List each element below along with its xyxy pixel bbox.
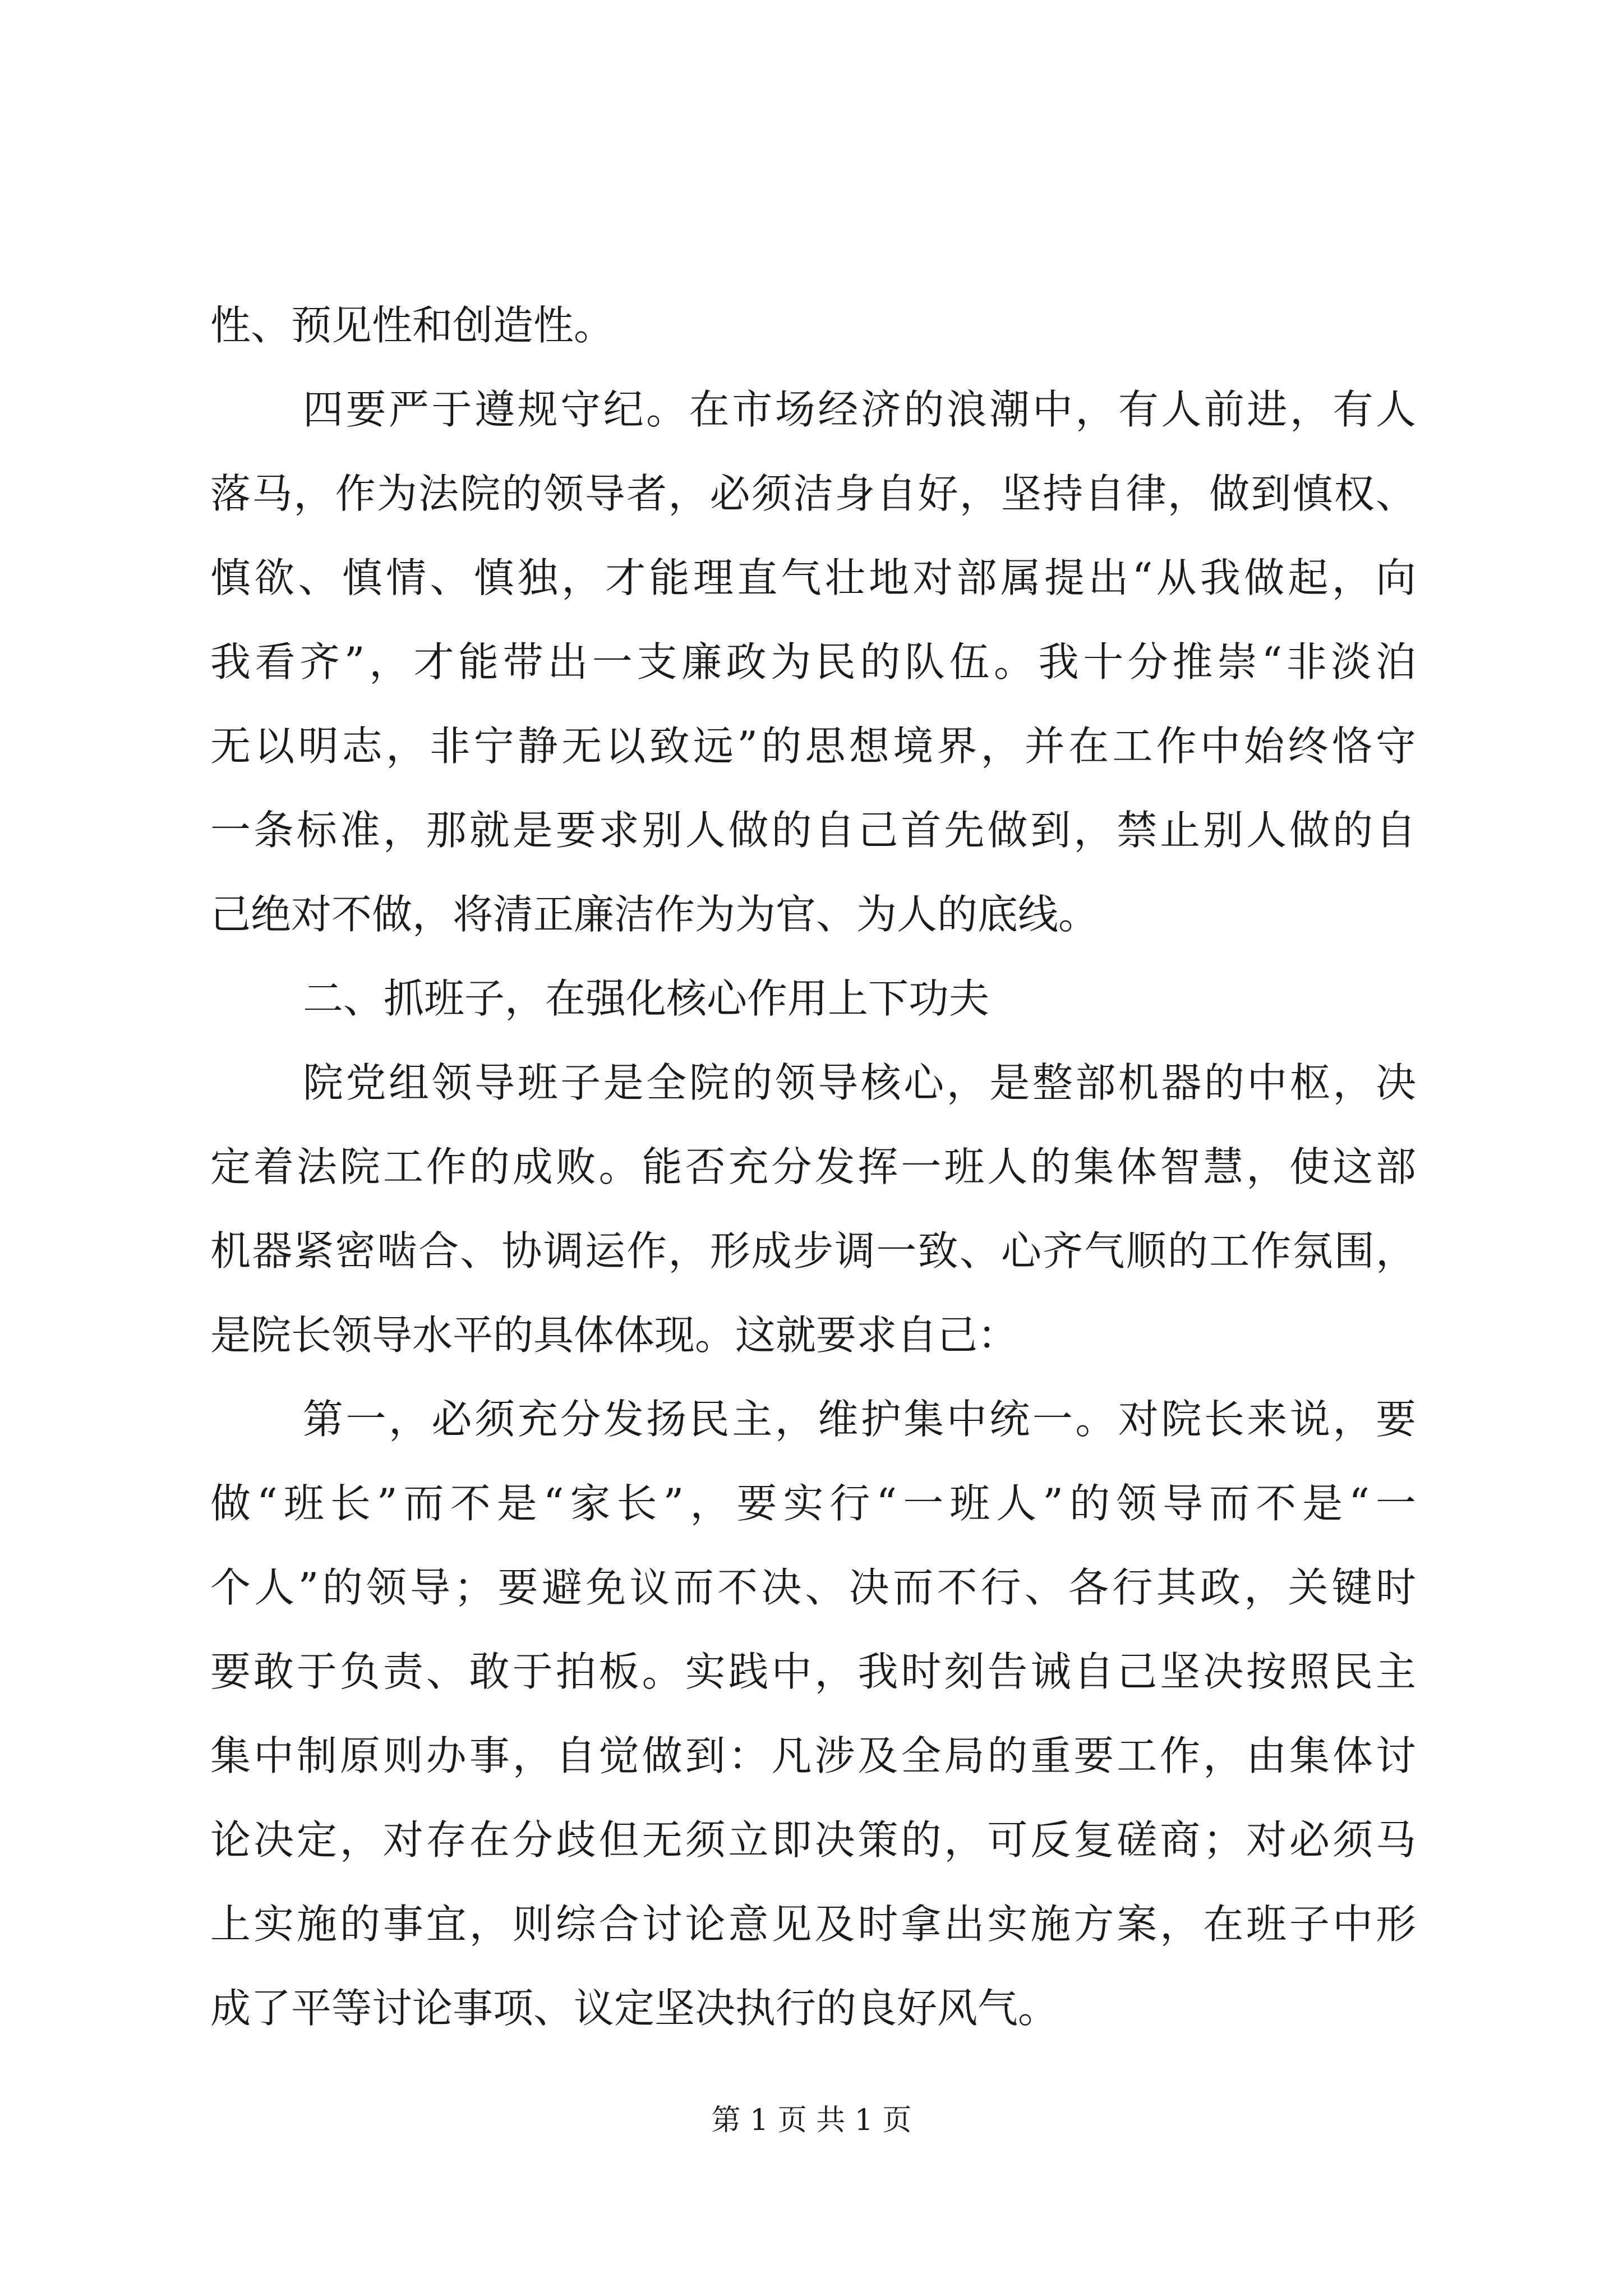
text-line: 集中制原则办事，自觉做到：凡涉及全局的重要工作，由集体讨 <box>210 1732 1416 1779</box>
text-line: 落马，作为法院的领导者，必须洁身自好，坚持自律，做到慎权、 <box>210 470 1416 517</box>
text-line: 慎欲、慎情、慎独，才能理直气壮地对部属提出“从我做起，向 <box>210 554 1416 601</box>
text-line: 个人”的领导；要避免议而不决、决而不行、各行其政，关键时 <box>210 1564 1416 1611</box>
text-line: 上实施的事宜，则综合讨论意见及时拿出实施方案，在班子中形 <box>210 1901 1416 1948</box>
text-line: 院党组领导班子是全院的领导核心，是整部机器的中枢，决 <box>303 1059 1416 1106</box>
text-line: 定着法院工作的成败。能否充分发挥一班人的集体智慧，使这部 <box>210 1143 1416 1190</box>
text-line: 第一，必须充分发扬民主，维护集中统一。对院长来说，要 <box>303 1396 1416 1443</box>
section-heading: 二、抓班子，在强化核心作用上下功夫 <box>303 975 990 1022</box>
text-line: 己绝对不做，将清正廉洁作为为官、为人的底线。 <box>210 891 1099 938</box>
text-line: 是院长领导水平的具体体现。这就要求自己： <box>210 1312 1018 1359</box>
text-line: 性、预见性和创造性。 <box>210 302 615 349</box>
text-line: 成了平等讨论事项、议定坚决执行的良好风气。 <box>210 1985 1059 2032</box>
text-line: 无以明志，非宁静无以致远”的思想境界，并在工作中始终恪守 <box>210 723 1416 770</box>
text-line: 要敢于负责、敢于拍板。实践中，我时刻告诫自己坚决按照民主 <box>210 1648 1416 1695</box>
text-line: 机器紧密啮合、协调运作，形成步调一致、心齐气顺的工作氛围， <box>210 1227 1416 1274</box>
text-line: 做“班长”而不是“家长”，要实行“一班人”的领导而不是“一 <box>210 1480 1416 1527</box>
text-line: 一条标准，那就是要求别人做的自己首先做到，禁止别人做的自 <box>210 807 1416 854</box>
page-footer: 第 1 页 共 1 页 <box>711 2104 912 2137</box>
text-line: 论决定，对存在分歧但无须立即决策的，可反复磋商；对必须马 <box>210 1816 1416 1864</box>
text-line: 我看齐”，才能带出一支廉政为民的队伍。我十分推崇“非淡泊 <box>210 638 1416 685</box>
text-line: 四要严于遵规守纪。在市场经济的浪潮中，有人前进，有人 <box>303 386 1416 433</box>
